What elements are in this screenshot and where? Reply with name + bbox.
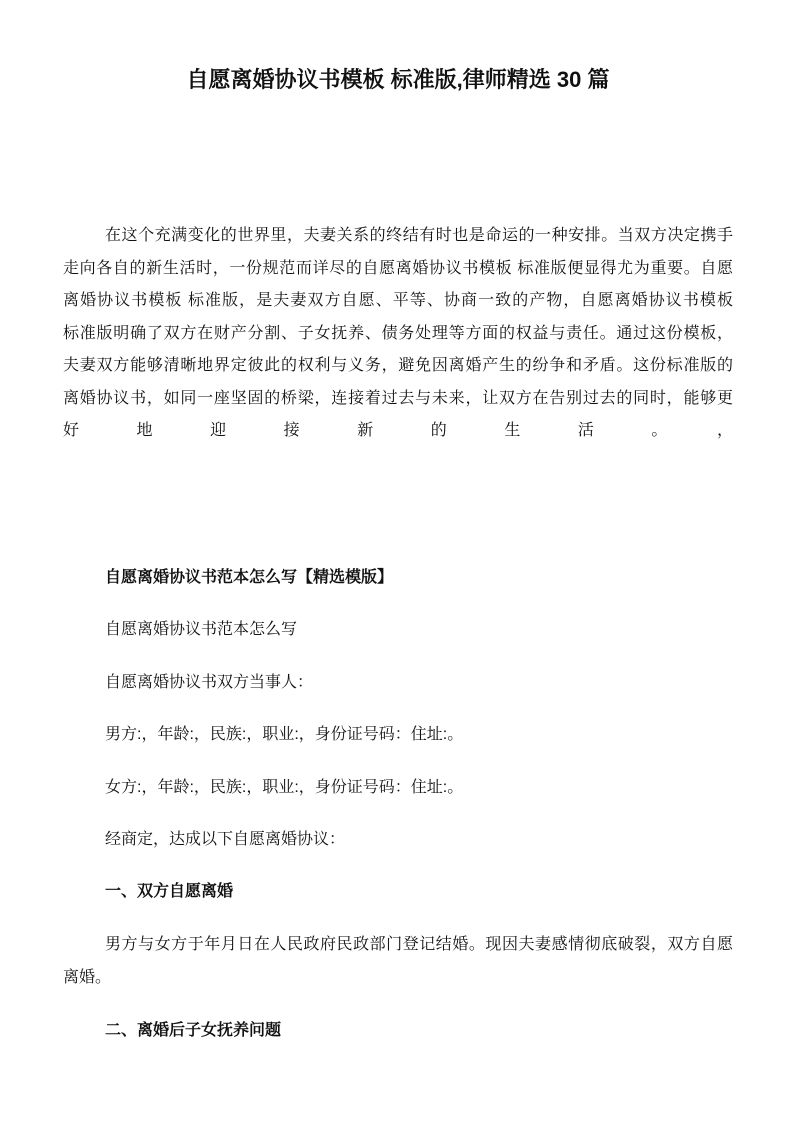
section-one-line: 离婚。: [63, 968, 112, 986]
line-parties: 自愿离婚协议书双方当事人：: [105, 673, 314, 691]
intro-line: 离婚协议书模板 标准版，是夫妻双方自愿、平等、协商一致的产物，自愿离婚协议书模板: [63, 292, 733, 309]
document-title: 自愿离婚协议书模板 标准版,律师精选 30 篇: [186, 67, 610, 92]
line-male-info: 男方:，年龄:，民族:，职业:，身份证号码：住址:。: [105, 726, 464, 743]
intro-line: 离婚协议书，如同一座坚固的桥梁，连接着过去与未来，让双方在告别过去的同时，能够更: [63, 389, 733, 407]
intro-last-line: 好地迎接新的生活。，: [63, 422, 733, 439]
intro-paragraph: [63, 220, 733, 448]
line-how-to-write: 自愿离婚协议书范本怎么写: [105, 621, 298, 638]
intro-line: 标准版明确了双方在财产分割、子女抚养、债务处理等方面的权益与责任。通过这份模板，: [63, 324, 733, 342]
section-heading-template: 自愿离婚协议书范本怎么写【精选模版】: [105, 568, 394, 586]
line-agreement-intro: 经商定，达成以下自愿离婚协议：: [105, 831, 346, 848]
intro-line: 夫妻双方能够清晰地界定彼此的权利与义务，避免因离婚产生的纷争和矛盾。这份标准版的: [63, 357, 733, 374]
intro-line: 走向各自的新生活时，一份规范而详尽的自愿离婚协议书模板 标准版便显得尤为重要。自愿: [63, 259, 733, 277]
section-one-title: 一、双方自愿离婚: [105, 882, 234, 900]
line-female-info: 女方:，年龄:，民族:，职业:，身份证号码：住址:。: [105, 778, 464, 796]
section-one-line: 男方与女方于年月日在人民政府民政部门登记结婚。现因夫妻感情彻底破裂，双方自愿: [105, 936, 733, 953]
intro-line: 在这个充满变化的世界里，夫妻关系的终结有时也是命运的一种安排。当双方决定携手: [105, 227, 733, 244]
section-two-title: 二、离婚后子女抚养问题: [105, 1022, 282, 1039]
section-one-paragraph: [63, 929, 733, 994]
